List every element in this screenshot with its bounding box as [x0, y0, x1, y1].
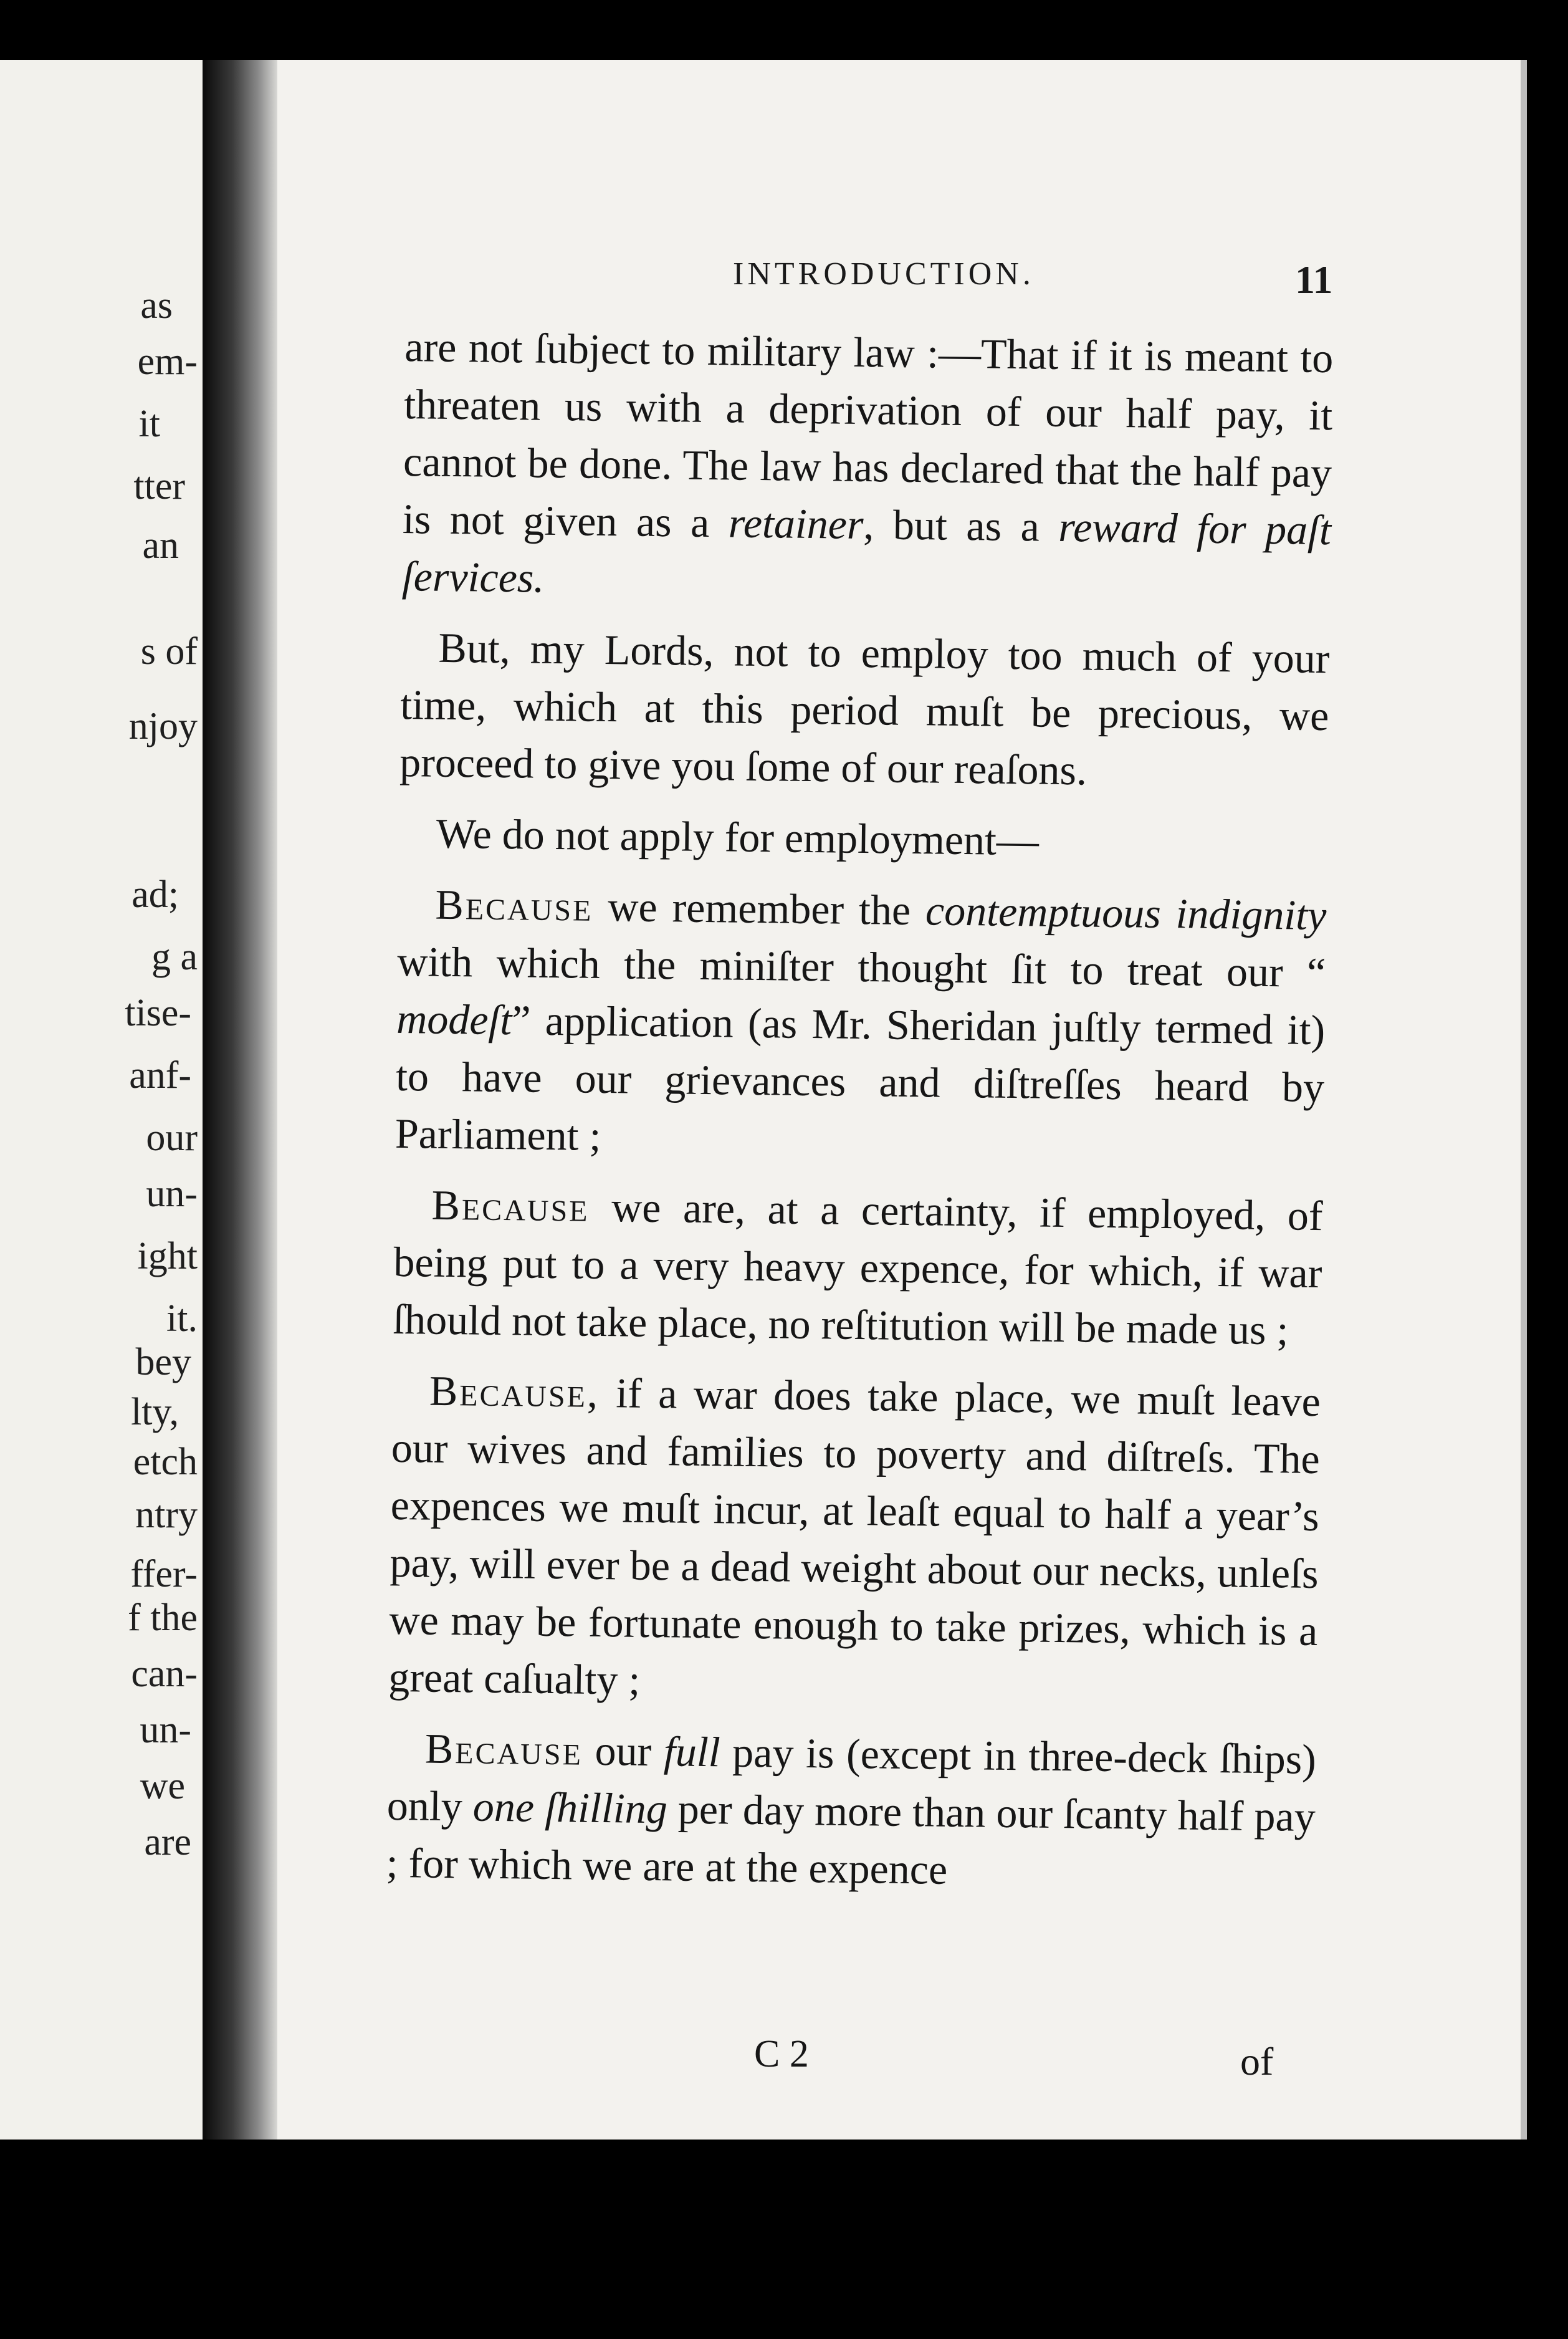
left-page-fragment: etch [133, 1441, 198, 1483]
italic-text: full [663, 1727, 721, 1776]
text-segment: We do not apply for employment— [436, 809, 1040, 865]
paragraph-lead-word: Because, [429, 1366, 600, 1416]
text-segment: our [582, 1726, 664, 1775]
left-page-fragment: tter [133, 465, 185, 507]
italic-text: modeſt [396, 994, 512, 1044]
left-page-fragment: we [140, 1765, 185, 1807]
text-segment: But, my Lords, not to employ too much of your time, which at this period muſt be precious, we proceed to give you ſome of our reaſons. [399, 623, 1330, 794]
paragraph-lead-word: Because [431, 1181, 590, 1231]
paragraph [401, 318, 1334, 616]
text-segment: per day more than our ſcanty half pay ; for which we are at the expence [386, 1785, 1316, 1893]
signature-mark: C 2 [754, 2033, 809, 2075]
text-segment: if a war does take place, we muſt leave our wives and families to poverty and diſtreſs. The expences we muſt incur, at leaſt equal to half a year’s pay, will ever be a dead weight about our necks, unleſs we may be fortunate enough to take prizes, which is a great caſualty ; [388, 1368, 1321, 1704]
left-page-fragment: an [142, 524, 179, 567]
left-page-fragment: un- [140, 1709, 191, 1751]
left-page-fragment: as [140, 284, 173, 327]
text-segment: we are, at a certainty, if employed, of being put to a very heavy expence, for which, if war ſhould not take place, no reſtitution will be made us ; [392, 1183, 1323, 1354]
italic-text: contemptuous indignity [925, 886, 1327, 939]
left-page-fragment: un- [146, 1173, 198, 1215]
paragraph [394, 875, 1327, 1173]
text-segment: ” application (as Mr. Sheridan juſtly termed it) to have our grievances and diſtreſſes heard by Parliament ; [394, 996, 1326, 1160]
text-segment: we remember the [593, 882, 926, 934]
left-page-fragment: ad; [131, 873, 179, 916]
left-page-fragment: tise- [125, 992, 191, 1034]
text-segment: with which the miniſter thought ſit to treat our “ [396, 937, 1326, 997]
left-page-fragment: f the [128, 1597, 198, 1639]
italic-text: one ſhilling [472, 1782, 668, 1833]
left-page-fragment: ntry [135, 1494, 198, 1536]
paragraph-lead-word: Because [435, 880, 594, 930]
left-page-fragment: em- [137, 340, 198, 383]
body-text [386, 318, 1334, 1916]
paragraph [386, 1719, 1316, 1903]
left-page-edge [0, 60, 203, 2140]
book-gutter [203, 60, 277, 2140]
left-page-fragment: lty, [131, 1391, 179, 1433]
text-segment: pay is (except in three-deck ſhips) only [386, 1728, 1317, 1830]
text-segment: are not ſubject to military law :—That if it is meant to threaten us with a deprivation of our half pay, it cannot be done. The law has declared that the half pay is not given as a [402, 322, 1334, 547]
text-segment: , but as a [863, 501, 1059, 550]
left-page-fragment: it. [166, 1297, 198, 1340]
paragraph [393, 1176, 1323, 1359]
running-header: INTRODUCTION. [733, 256, 1035, 292]
left-page-fragment: bey [135, 1341, 191, 1383]
paragraph [399, 618, 1330, 802]
paragraph [388, 1362, 1321, 1717]
left-page-fragment: are [144, 1821, 191, 1863]
left-page-fragment: it [138, 403, 160, 445]
left-page-fragment: ffer- [130, 1553, 198, 1595]
left-page-fragment: s of [140, 630, 198, 673]
left-page-fragment: anf- [129, 1054, 191, 1097]
catchword: of [1240, 2039, 1274, 2083]
left-page-fragment: ight [137, 1235, 198, 1277]
paragraph [398, 804, 1327, 873]
left-page-fragment: g a [151, 936, 198, 978]
page-number: 11 [1295, 257, 1333, 302]
left-page-fragment: can- [131, 1653, 198, 1695]
paragraph-lead-word: Because [424, 1724, 583, 1774]
page-edge [1521, 60, 1527, 2140]
left-page-fragment: our [146, 1117, 198, 1159]
italic-text: retainer [728, 499, 864, 549]
italic-text: reward for paſt ſervices. [401, 502, 1332, 602]
left-page-fragment: njoy [128, 705, 198, 747]
